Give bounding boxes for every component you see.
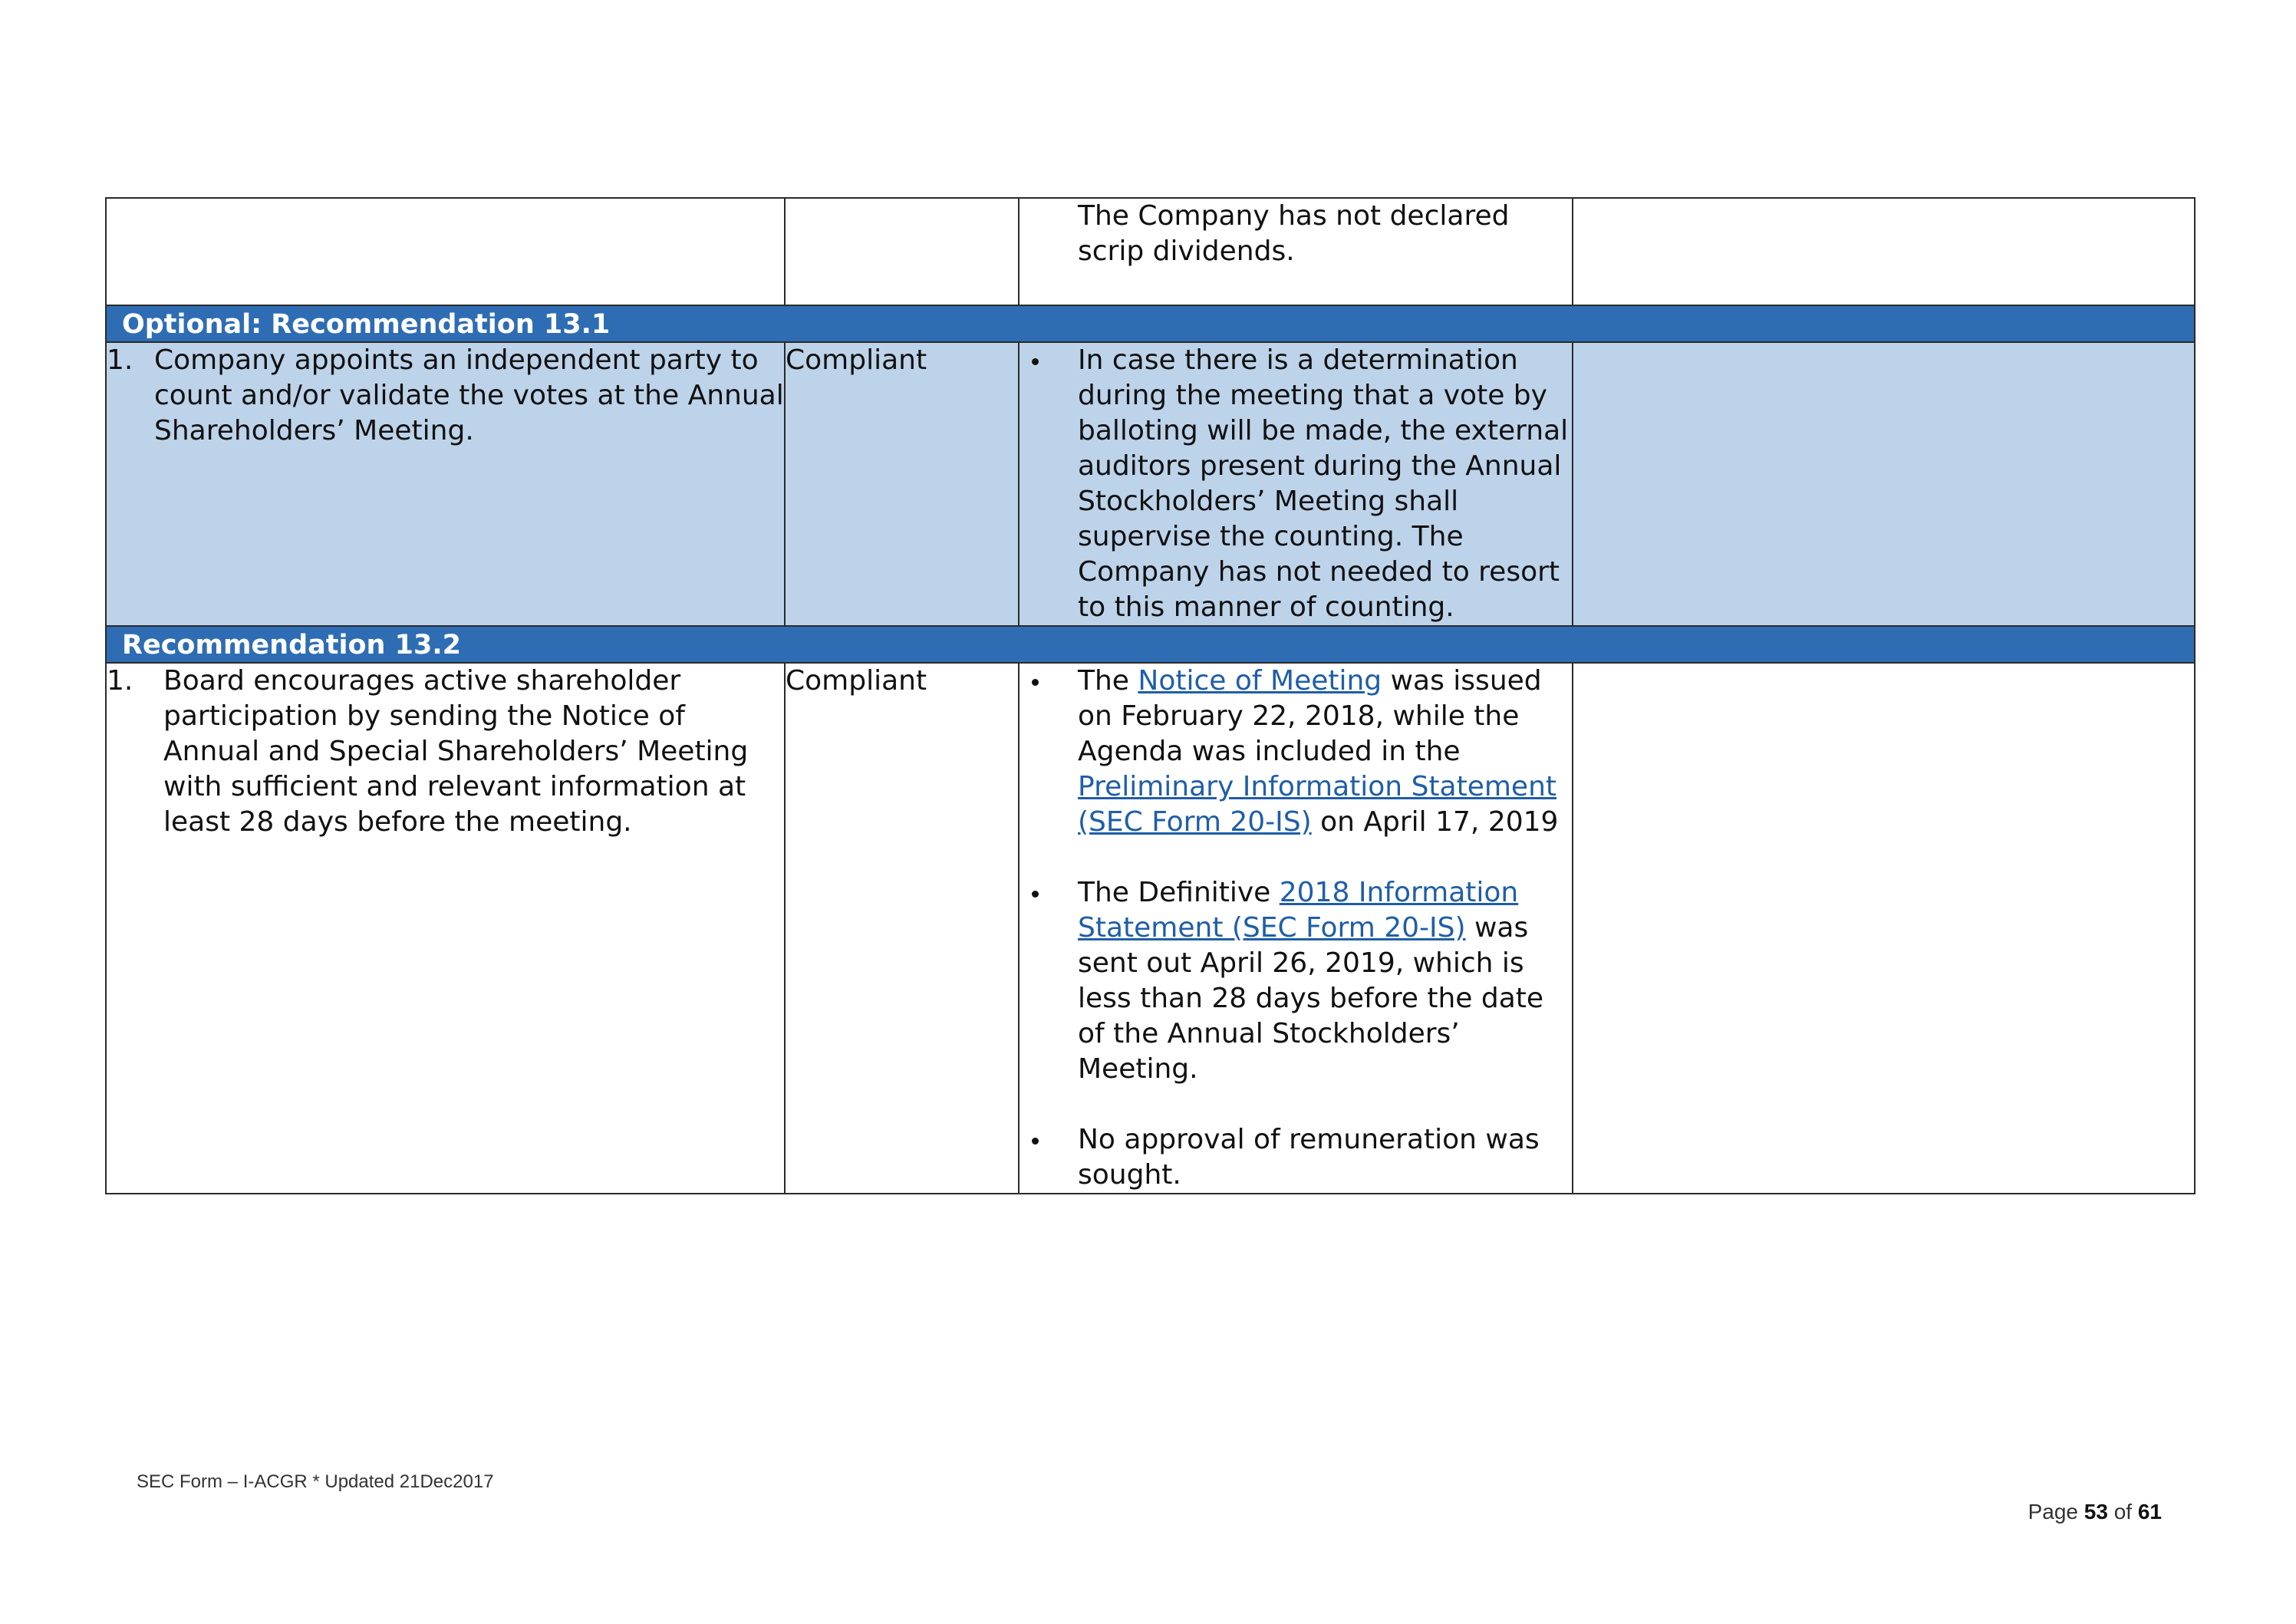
notes-cell	[1573, 342, 2195, 626]
preliminary-information-statement-link[interactable]: Preliminary Information Statement (SEC Form 20-IS)	[1078, 771, 1557, 838]
practice-text: Board encourages active shareholder participation by sending the Notice of Annual and Special Shareholders’ Meeting with sufficient and relevant information at least 28 days before the meeting.	[163, 665, 749, 838]
compliance-table	[105, 197, 2196, 1194]
status-cell: Compliant	[785, 342, 1019, 626]
explanation-cell	[1019, 342, 1573, 626]
notes-cell	[1573, 198, 2195, 305]
practice-text: Company appoints an independent party to count and/or validate the votes at the Annual Shareholders’ Meeting.	[154, 344, 784, 446]
section-header	[106, 305, 2195, 342]
status-cell: Compliant	[785, 663, 1019, 1194]
explanation-cell	[1019, 663, 1573, 1194]
section-title: Optional: Recommendation 13.1	[106, 305, 2195, 342]
status-cell	[785, 198, 1019, 305]
table-row	[106, 663, 2195, 1194]
bullet-item: In case there is a determination during the meeting that a vote by balloting will be made, the external auditors present during the Annual Stockholders’ Meeting shall supervise the counting. The Company has not needed to resort to this manner of counting.	[1020, 343, 1572, 625]
notice-of-meeting-link[interactable]: Notice of Meeting	[1138, 665, 1382, 697]
practice-cell	[106, 342, 785, 626]
table-row	[106, 198, 2195, 305]
page-number: Page 53 of 61	[2028, 1500, 2162, 1524]
bullet-item: The Notice of Meeting was issued on February 22, 2018, while the Agenda was included in the Preliminary Information Statement (SEC Form 20-IS) on April 17, 2019	[1020, 664, 1572, 840]
information-statement-link[interactable]: 2018 Information Statement (SEC Form 20-IS)	[1078, 877, 1519, 944]
section-header	[106, 626, 2195, 663]
explanation-cell	[1019, 198, 1573, 305]
practice-cell	[106, 663, 785, 1194]
item-number: 1.	[107, 344, 133, 376]
bullet-item: The Definitive 2018 Information Statement (SEC Form 20-IS) was sent out April 26, 2019, which is less than 28 days before the date of the Annual Stockholders’ Meeting.	[1020, 875, 1572, 1087]
form-footer: SEC Form – I-ACGR * Updated 21Dec2017	[137, 1471, 494, 1492]
item-number: 1.	[107, 665, 133, 697]
notes-cell	[1573, 663, 2195, 1194]
explanation-text: The Company has not declared scrip dividends.	[1078, 200, 1510, 267]
table-row	[106, 342, 2195, 626]
bullet-item: No approval of remuneration was sought.	[1020, 1122, 1572, 1193]
section-title: Recommendation 13.2	[106, 626, 2195, 663]
practice-cell	[106, 198, 785, 305]
